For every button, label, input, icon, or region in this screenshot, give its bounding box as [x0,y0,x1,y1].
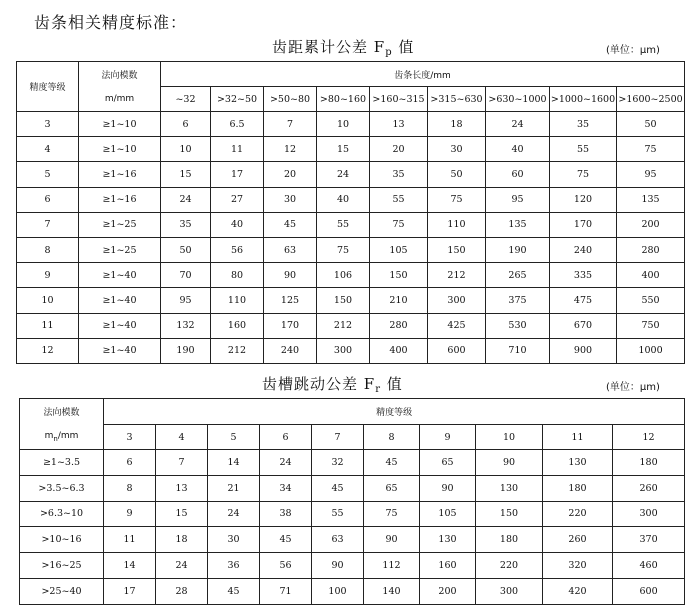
tolerance-cell: 15 [161,162,211,187]
grade-cell: 7 [17,212,79,237]
tolerance-cell: 132 [161,313,211,338]
tolerance-cell: 7 [156,450,208,476]
cumulative-pitch-tolerance-table [16,61,685,364]
tolerance-cell: 240 [264,338,317,363]
tolerance-cell: 95 [617,162,685,187]
grade-cell: 12 [17,338,79,363]
tolerance-cell: 24 [156,553,208,579]
tolerance-cell: 100 [312,578,364,604]
table1-title [272,36,414,58]
grade-header: 6 [260,425,312,450]
tolerance-cell: 335 [550,263,617,288]
tolerance-cell: 63 [312,527,364,553]
grade-header: 7 [312,425,364,450]
tolerance-cell: 45 [208,578,260,604]
tolerance-cell: 28 [156,578,208,604]
table2-title-subscript: r [375,384,381,395]
table-row [17,212,685,237]
tolerance-cell: 55 [312,501,364,527]
tolerance-cell: 65 [364,475,420,501]
tolerance-cell: 200 [617,212,685,237]
tolerance-cell: 260 [543,527,613,553]
tolerance-cell: 36 [208,553,260,579]
tolerance-cell: 106 [317,263,370,288]
tolerance-cell: 50 [161,237,211,262]
tolerance-cell: 24 [208,501,260,527]
tolerance-cell: 50 [617,112,685,137]
tolerance-cell: 9 [104,501,156,527]
tolerance-cell: 300 [476,578,543,604]
tolerance-cell: 24 [317,162,370,187]
tolerance-cell: 20 [370,137,428,162]
tolerance-cell: 190 [486,237,550,262]
tolerance-cell: 95 [486,187,550,212]
tolerance-cell: 90 [312,553,364,579]
tolerance-cell: 55 [317,212,370,237]
tolerance-cell: 30 [264,187,317,212]
table-row [20,501,685,527]
module-symbol: m [44,430,54,441]
tolerance-cell: 30 [428,137,486,162]
grade-cell: 4 [17,137,79,162]
table2-title-suffix: 值 [380,375,403,393]
length-range-header: >315~630 [428,87,486,112]
tolerance-cell: 180 [613,450,685,476]
module-cell: ≥1~16 [79,162,161,187]
tolerance-cell: 105 [370,237,428,262]
tolerance-cell: 75 [617,137,685,162]
table-row [20,527,685,553]
grade-cell: 10 [17,288,79,313]
tolerance-cell: 45 [364,450,420,476]
module-cell: ≥1~16 [79,187,161,212]
tolerance-cell: 24 [260,450,312,476]
table-row [20,450,685,476]
tolerance-cell: 45 [260,527,312,553]
tolerance-cell: 56 [260,553,312,579]
length-range-header: >80~160 [317,87,370,112]
grade-header: 12 [613,425,685,450]
length-range-header: >1600~2500 [617,87,685,112]
tolerance-cell: 135 [617,187,685,212]
tolerance-cell: 75 [550,162,617,187]
tolerance-cell: 220 [543,501,613,527]
tolerance-cell: 10 [161,137,211,162]
module-cell: ≥1~40 [79,288,161,313]
tolerance-cell: 110 [211,288,264,313]
grade-cell: 11 [17,313,79,338]
table2-title-symbol: F [363,375,376,393]
tolerance-cell: 530 [486,313,550,338]
grade-cell: 5 [17,162,79,187]
tolerance-cell: 600 [428,338,486,363]
module-unit: /mm [57,430,79,441]
header-length: 齿条长度/mm [161,62,685,87]
tolerance-cell: 14 [208,450,260,476]
grade-header: 3 [104,425,156,450]
grade-header: 4 [156,425,208,450]
table1-title-subscript: p [385,47,393,58]
tolerance-cell: 112 [364,553,420,579]
tolerance-cell: 95 [161,288,211,313]
module-cell: ≥1~3.5 [20,450,104,476]
table2-title-prefix: 齿槽跳动公差 [262,375,364,393]
tolerance-cell: 180 [476,527,543,553]
tolerance-cell: 10 [317,112,370,137]
length-range-header: ~32 [161,87,211,112]
table-row [17,237,685,262]
tolerance-cell: 420 [543,578,613,604]
tolerance-cell: 55 [370,187,428,212]
length-range-header: >160~315 [370,87,428,112]
grade-cell: 6 [17,187,79,212]
tolerance-cell: 30 [208,527,260,553]
tolerance-cell: 75 [317,237,370,262]
tolerance-cell: 75 [428,187,486,212]
tolerance-cell: 21 [208,475,260,501]
grade-header: 11 [543,425,613,450]
tolerance-cell: 370 [613,527,685,553]
tolerance-cell: 40 [317,187,370,212]
tolerance-cell: 6 [104,450,156,476]
tolerance-cell: 18 [428,112,486,137]
tolerance-cell: 20 [264,162,317,187]
module-subscript: n [53,434,58,443]
tolerance-cell: 400 [370,338,428,363]
grade-cell: 3 [17,112,79,137]
tolerance-cell: 35 [550,112,617,137]
grade-cell: 9 [17,263,79,288]
tolerance-cell: 240 [550,237,617,262]
tolerance-cell: 24 [486,112,550,137]
tolerance-cell: 90 [476,450,543,476]
table2-unit: (单位：μm) [606,382,660,393]
tolerance-cell: 280 [370,313,428,338]
tolerance-cell: 150 [476,501,543,527]
length-range-header: >1000~1600 [550,87,617,112]
tolerance-cell: 212 [211,338,264,363]
tolerance-cell: 63 [264,237,317,262]
tooth-space-runout-tolerance-table [19,398,685,605]
tolerance-cell: 60 [486,162,550,187]
header-grade: 精度等级 [104,399,685,425]
tolerance-cell: 50 [428,162,486,187]
length-range-header: >630~1000 [486,87,550,112]
tolerance-cell: 15 [156,501,208,527]
tolerance-cell: 265 [486,263,550,288]
tolerance-cell: 15 [317,137,370,162]
tolerance-cell: 670 [550,313,617,338]
tolerance-cell: 170 [550,212,617,237]
tolerance-cell: 710 [486,338,550,363]
tolerance-cell: 210 [370,288,428,313]
tolerance-cell: 475 [550,288,617,313]
module-cell: >16~25 [20,553,104,579]
tolerance-cell: 320 [543,553,613,579]
tolerance-cell: 135 [486,212,550,237]
tolerance-cell: 150 [428,237,486,262]
table-row [17,187,685,212]
tolerance-cell: 150 [370,263,428,288]
tolerance-cell: 160 [211,313,264,338]
tolerance-cell: 750 [617,313,685,338]
module-cell: ≥1~25 [79,212,161,237]
tolerance-cell: 150 [317,288,370,313]
tolerance-cell: 27 [211,187,264,212]
tolerance-cell: 35 [161,212,211,237]
page-heading: 齿条相关精度标准： [34,13,188,32]
module-cell: ≥1~25 [79,237,161,262]
tolerance-cell: 6 [161,112,211,137]
tolerance-cell: 90 [264,263,317,288]
tolerance-cell: 140 [364,578,420,604]
table-row [17,338,685,363]
tolerance-cell: 300 [613,501,685,527]
tolerance-cell: 550 [617,288,685,313]
module-cell: >25~40 [20,578,104,604]
grade-cell: 8 [17,237,79,262]
tolerance-cell: 17 [211,162,264,187]
tolerance-cell: 13 [156,475,208,501]
tolerance-cell: 12 [264,137,317,162]
tolerance-cell: 220 [476,553,543,579]
tolerance-cell: 40 [211,212,264,237]
tolerance-cell: 1000 [617,338,685,363]
tolerance-cell: 14 [104,553,156,579]
tolerance-cell: 35 [370,162,428,187]
tolerance-cell: 38 [260,501,312,527]
tolerance-cell: 7 [264,112,317,137]
tolerance-cell: 70 [161,263,211,288]
tolerance-cell: 11 [104,527,156,553]
tolerance-cell: 160 [420,553,476,579]
tolerance-cell: 130 [543,450,613,476]
module-cell: >6.3~10 [20,501,104,527]
table2-title [262,373,403,395]
module-cell: ≥1~40 [79,338,161,363]
tolerance-cell: 75 [364,501,420,527]
tolerance-cell: 125 [264,288,317,313]
tolerance-cell: 24 [161,187,211,212]
module-cell: ≥1~40 [79,263,161,288]
tolerance-cell: 600 [613,578,685,604]
table-row [17,112,685,137]
tolerance-cell: 110 [428,212,486,237]
header-module-unit [20,425,104,450]
tolerance-cell: 130 [476,475,543,501]
header-module-unit: m/mm [79,87,161,112]
tolerance-cell: 6.5 [211,112,264,137]
tolerance-cell: 105 [420,501,476,527]
table-row [20,553,685,579]
module-cell: >3.5~6.3 [20,475,104,501]
table-row [17,313,685,338]
grade-header: 5 [208,425,260,450]
tolerance-cell: 200 [420,578,476,604]
table1-unit: (单位：μm) [606,45,660,56]
tolerance-cell: 170 [264,313,317,338]
tolerance-cell: 425 [428,313,486,338]
table-row [20,578,685,604]
tolerance-cell: 65 [420,450,476,476]
table-row [20,475,685,501]
tolerance-cell: 80 [211,263,264,288]
module-cell: >10~16 [20,527,104,553]
grade-header: 8 [364,425,420,450]
tolerance-cell: 190 [161,338,211,363]
tolerance-cell: 300 [428,288,486,313]
tolerance-cell: 45 [312,475,364,501]
tolerance-cell: 375 [486,288,550,313]
tolerance-cell: 280 [617,237,685,262]
tolerance-cell: 212 [428,263,486,288]
tolerance-cell: 900 [550,338,617,363]
tolerance-cell: 400 [617,263,685,288]
tolerance-cell: 300 [317,338,370,363]
tolerance-cell: 18 [156,527,208,553]
tolerance-cell: 71 [260,578,312,604]
tolerance-cell: 120 [550,187,617,212]
tolerance-cell: 11 [211,137,264,162]
table-row [17,288,685,313]
table-row [17,137,685,162]
table-row [17,263,685,288]
tolerance-cell: 32 [312,450,364,476]
table1-title-suffix: 值 [392,38,415,56]
tolerance-cell: 75 [370,212,428,237]
table1-title-prefix: 齿距累计公差 [272,38,374,56]
module-cell: ≥1~40 [79,313,161,338]
header-module: 法向模数 [79,62,161,87]
tolerance-cell: 180 [543,475,613,501]
tolerance-cell: 8 [104,475,156,501]
tolerance-cell: 90 [420,475,476,501]
module-cell: ≥1~10 [79,137,161,162]
tolerance-cell: 260 [613,475,685,501]
tolerance-cell: 56 [211,237,264,262]
header-grade: 精度等级 [17,62,79,112]
tolerance-cell: 17 [104,578,156,604]
grade-header: 9 [420,425,476,450]
module-cell: ≥1~10 [79,112,161,137]
grade-header: 10 [476,425,543,450]
length-range-header: >50~80 [264,87,317,112]
tolerance-cell: 130 [420,527,476,553]
table1-title-symbol: F [373,38,386,56]
length-range-header: >32~50 [211,87,264,112]
header-module: 法向模数 [20,399,104,425]
tolerance-cell: 34 [260,475,312,501]
tolerance-cell: 55 [550,137,617,162]
tolerance-cell: 460 [613,553,685,579]
tolerance-cell: 212 [317,313,370,338]
tolerance-cell: 90 [364,527,420,553]
tolerance-cell: 13 [370,112,428,137]
tolerance-cell: 40 [486,137,550,162]
table-row [17,162,685,187]
tolerance-cell: 45 [264,212,317,237]
